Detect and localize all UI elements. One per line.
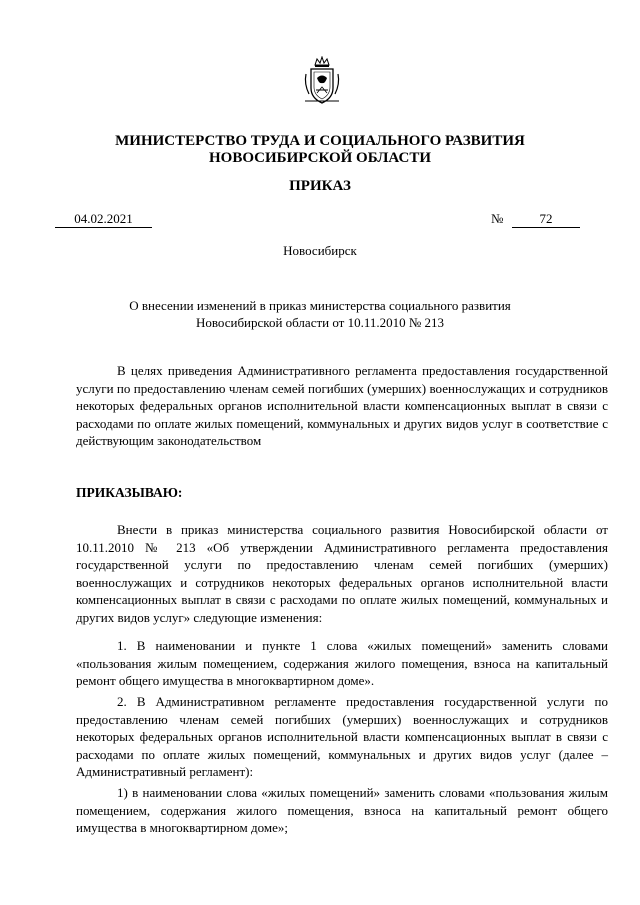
city-name: Новосибирск	[283, 243, 357, 258]
item-1-paragraph: 1. В наименовании и пункте 1 слова «жилых помещений» заменить словами «пользования жилым помещением, содержания жилого помещения, взноса на капитальный ремонт общего имущества в многоквартирном доме».	[76, 638, 608, 688]
item-2-paragraph: 2. В Административном регламенте предоставления государственной услуги по предоставлению членам семей погибших (умерших) военнослужащих и сотрудников некоторых федеральных органов исполнительной власти компенсационных выплат в связи с расходами по оплате жилых помещений, коммунальных и других видов услуг (далее – Административный регламент):	[76, 694, 608, 779]
ministry-name-line1: МИНИСТЕРСТВО ТРУДА И СОЦИАЛЬНОГО РАЗВИТИЯ	[115, 133, 525, 149]
number-sign: №	[491, 211, 504, 226]
subject-line2: Новосибирской области от 10.11.2010 № 213	[195, 315, 445, 330]
document-type: ПРИКАЗ	[289, 178, 351, 194]
ministry-name-line2: НОВОСИБИРСКОЙ ОБЛАСТИ	[208, 150, 432, 166]
item-2-1-paragraph: 1) в наименовании слова «жилых помещений» заменить словами «пользования жилым помещением, содержания жилого помещения, взноса на капитальный ремонт общего имущества в многоквартирном доме»;	[76, 785, 608, 835]
document-date: 04.02.2021	[55, 211, 152, 228]
coat-of-arms-icon	[303, 56, 341, 106]
intro-paragraph: В целях приведения Административного регламента предоставления государственной услуги по предоставлению членам семей погибших (умерших) военнослужащих и сотрудников некоторых федеральных органов исполнительной власти компенсационных выплат в связи с расходами по оплате жилых помещений, коммунальных и других видов услуг в соответствие с действующим законодательством	[76, 363, 608, 448]
subject-line1: О внесении изменений в приказ министерства социального развития	[129, 298, 511, 313]
document-number: 72	[512, 211, 580, 228]
document-subject	[0, 297, 640, 331]
main-paragraph: Внести в приказ министерства социального развития Новосибирской области от 10.11.2010 № 213 «Об утверждении Административного регламента предоставления государственной услуги по предоставлению членам семей погибших (умерших) военнослужащих и сотрудников некоторых федеральных органов исполнительной власти компенсационных выплат в связи с расходами по оплате жилых помещений, коммунальных и других видов услуг» следующие изменения:	[76, 522, 608, 625]
order-heading: ПРИКАЗЫВАЮ:	[76, 485, 183, 500]
